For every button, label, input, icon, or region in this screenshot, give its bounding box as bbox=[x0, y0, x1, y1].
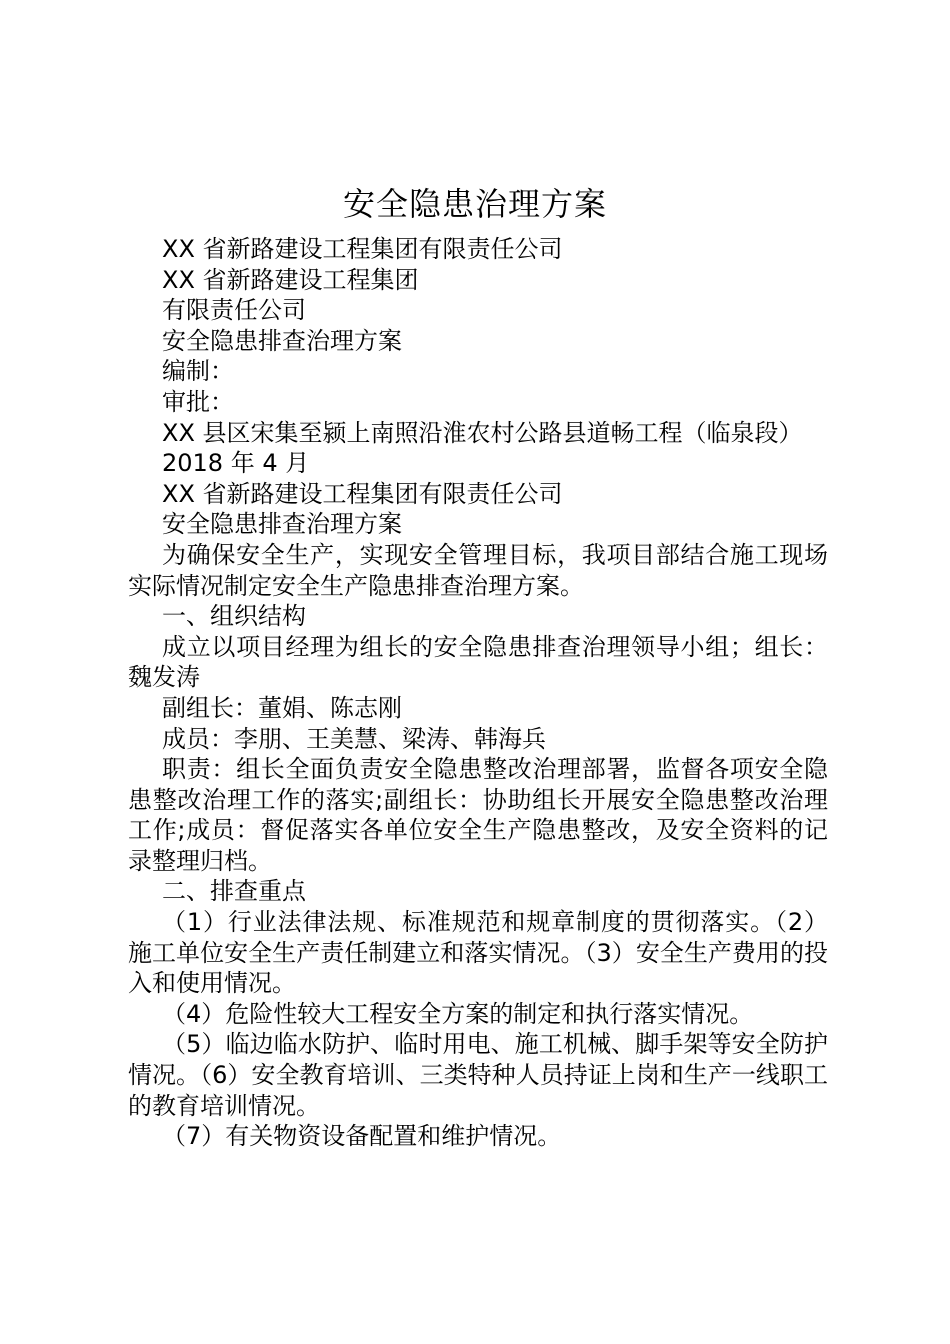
company-name-repeat: XX 省新路建设工程集团有限责任公司 bbox=[162, 479, 563, 508]
company-name-line-1: XX 省新路建设工程集团 bbox=[162, 265, 419, 294]
document-date: 2018 年 4 月 bbox=[162, 449, 310, 478]
company-name: XX 省新路建设工程集团有限责任公司 bbox=[162, 235, 563, 263]
company-name-line-2: 有限责任公司 bbox=[162, 296, 306, 325]
plan-title: 安全隐患排查治理方案 bbox=[162, 326, 402, 355]
approved-by: 审批： bbox=[162, 387, 234, 416]
plan-title-repeat: 安全隐患排查治理方案 bbox=[162, 510, 402, 539]
section-heading-focus: 二、排查重点 bbox=[162, 877, 306, 906]
intro-paragraph: 为确保安全生产，实现安全管理目标，我项目部结合施工现场实际情况制定安全生产隐患排查治理方案。 bbox=[128, 540, 828, 600]
document-title: 安全隐患治理方案 bbox=[342, 185, 607, 223]
focus-item-1-3: （1）行业法律法规、标准规范和规章制度的贯彻落实。（2）施工单位安全生产责任制建立和落实情况。（3）安全生产费用的投入和使用情况。 bbox=[128, 908, 828, 998]
section-heading-organization: 一、组织结构 bbox=[162, 602, 306, 631]
focus-item-7: （7）有关物资设备配置和维护情况。 bbox=[162, 1122, 562, 1151]
project-name: XX 县区宋集至颍上南照沿淮农村公路县道畅工程（临泉段） bbox=[162, 418, 803, 447]
responsibilities-paragraph: 职责：组长全面负责安全隐患整改治理部署，监督各项安全隐患整改治理工作的落实;副组长：协助组长开展安全隐患整改治理工作;成员：督促落实各单位安全生产隐患整改，及安全资料的记录整理归档。 bbox=[128, 755, 828, 875]
focus-item-5-6: （5）临边临水防护、临时用电、施工机械、脚手架等安全防护情况。（6）安全教育培训、三类特种人员持证上岗和生产一线职工的教育培训情况。 bbox=[128, 1030, 828, 1120]
document-body bbox=[128, 234, 828, 1152]
prepared-by: 编制： bbox=[162, 357, 234, 386]
deputy-leaders: 副组长：董娟、陈志刚 bbox=[162, 693, 402, 722]
members-list: 成员：李朋、王美慧、梁涛、韩海兵 bbox=[162, 724, 546, 753]
leader-paragraph: 成立以项目经理为组长的安全隐患排查治理领导小组；组长：魏发涛 bbox=[128, 632, 828, 692]
focus-item-4: （4）危险性较大工程安全方案的制定和执行落实情况。 bbox=[162, 999, 754, 1028]
